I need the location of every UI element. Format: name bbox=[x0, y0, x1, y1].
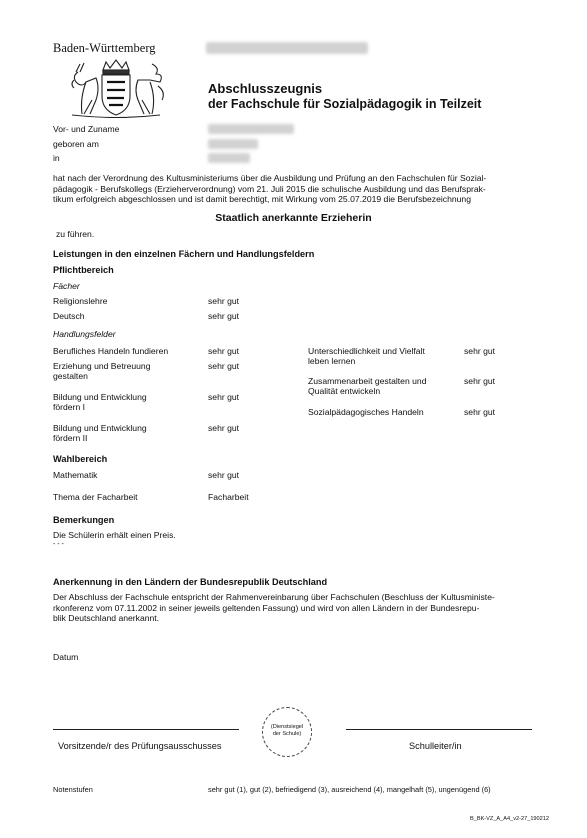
state-name: Baden-Württemberg bbox=[53, 41, 156, 55]
seal-text-1: (Dienstsiegel bbox=[270, 724, 304, 730]
field-grade: sehr gut bbox=[208, 392, 240, 402]
name-label: Vor- und Zuname bbox=[53, 124, 120, 134]
field-grade: sehr gut bbox=[464, 346, 496, 356]
form-code: B_BK-VZ_A_A4_v2-27_190212 bbox=[470, 816, 549, 822]
subject-name: Deutsch bbox=[53, 311, 85, 321]
intro-line: tikum erfolgreich abgeschlossen und ist damit berechtigt, mit Wirkung vom 25.07.2019 die Berufsbezeichnung bbox=[53, 194, 471, 204]
recognition-heading: Anerkennung in den Ländern der Bundesrepublik Deutschland bbox=[53, 577, 328, 587]
field-grade: sehr gut bbox=[464, 407, 496, 417]
professional-designation: Staatlich anerkannte Erzieherin bbox=[215, 212, 372, 224]
thesis-value: Facharbeit bbox=[208, 492, 249, 502]
subject-name: Mathematik bbox=[53, 470, 98, 480]
performance-heading: Leistungen in den einzelnen Fächern und Handlungsfeldern bbox=[53, 249, 315, 259]
field-grade: sehr gut bbox=[208, 423, 240, 433]
birthplace-label: in bbox=[53, 153, 60, 163]
remarks-text: Die Schülerin erhält einen Preis. bbox=[53, 530, 176, 540]
right-signature-line bbox=[346, 729, 532, 730]
field-grade: sehr gut bbox=[208, 346, 240, 356]
intro-line: pädagogik - Berufskollegs (Erzieherverordnung) vom 21. Juli 2015 die schulische Ausbildung und das Berufsprak- bbox=[53, 183, 486, 194]
field-name: Zusammenarbeit gestalten und Qualität entwickeln bbox=[308, 376, 427, 396]
recognition-paragraph bbox=[53, 592, 495, 624]
intro-line: hat nach der Verordnung des Kultusministeriums über die Ausbildung und Prüfung an den Fachschulen für Sozial- bbox=[53, 173, 487, 183]
pflicht-heading: Pflichtbereich bbox=[53, 265, 114, 275]
field-name: Bildung und Entwicklung fördern I bbox=[53, 392, 147, 412]
field-name: Bildung und Entwicklung fördern II bbox=[53, 423, 147, 443]
left-signature-line bbox=[53, 729, 239, 730]
document-subtitle: der Fachschule für Sozialpädagogik in Teilzeit bbox=[208, 97, 482, 111]
field-name: Sozialpädagogisches Handeln bbox=[308, 407, 424, 417]
seal-circle bbox=[262, 707, 312, 757]
school-name-redacted bbox=[206, 42, 368, 54]
date-label: Datum bbox=[53, 652, 79, 662]
subject-name: Religionslehre bbox=[53, 296, 108, 306]
faecher-label: Fächer bbox=[53, 281, 80, 291]
seal-text-2: der Schule) bbox=[272, 731, 302, 737]
name-value-redacted bbox=[208, 124, 294, 134]
subject-grade: sehr gut bbox=[208, 311, 240, 321]
subject-grade: sehr gut bbox=[208, 470, 240, 480]
recognition-line: rkonferenz vom 07.11.2002 in seiner jeweils geltenden Fassung) und wird von allen Ländern in der Bundesrepu- bbox=[53, 602, 480, 613]
to-lead-text: zu führen. bbox=[56, 229, 95, 239]
recognition-line: blik Deutschland anerkannt. bbox=[53, 613, 160, 623]
intro-paragraph bbox=[53, 173, 486, 205]
recognition-line: Der Abschluss der Fachschule entspricht der Rahmenvereinbarung über Fachschulen (Beschluss der Kultusministe- bbox=[53, 592, 495, 602]
coat-of-arms-icon bbox=[62, 58, 170, 118]
handlungsfelder-label: Handlungsfelder bbox=[53, 329, 116, 339]
remarks-heading: Bemerkungen bbox=[53, 515, 115, 525]
field-name: Unterschiedlichkeit und Vielfalt leben lernen bbox=[308, 346, 425, 366]
field-grade: sehr gut bbox=[208, 361, 240, 371]
remarks-dashes: - - - bbox=[53, 541, 64, 548]
grades-label: Notenstufen bbox=[53, 785, 93, 794]
document-title: Abschlusszeugnis bbox=[208, 81, 323, 96]
wahl-heading: Wahlbereich bbox=[53, 454, 108, 464]
birthplace-redacted bbox=[208, 153, 250, 163]
field-name: Erziehung und Betreuung gestalten bbox=[53, 361, 151, 381]
subject-grade: sehr gut bbox=[208, 296, 240, 306]
principal-signature-label: Schulleiter/in bbox=[409, 741, 462, 751]
field-grade: sehr gut bbox=[464, 376, 496, 386]
grades-scale: sehr gut (1), gut (2), befriedigend (3), ausreichend (4), mangelhaft (5), ungenügend (6) bbox=[208, 785, 491, 794]
chair-signature-label: Vorsitzende/r des Prüfungsausschusses bbox=[58, 741, 222, 751]
birthdate-redacted bbox=[208, 139, 258, 149]
field-name: Berufliches Handeln fundieren bbox=[53, 346, 169, 356]
born-label: geboren am bbox=[53, 139, 99, 149]
thesis-label: Thema der Facharbeit bbox=[53, 492, 138, 502]
